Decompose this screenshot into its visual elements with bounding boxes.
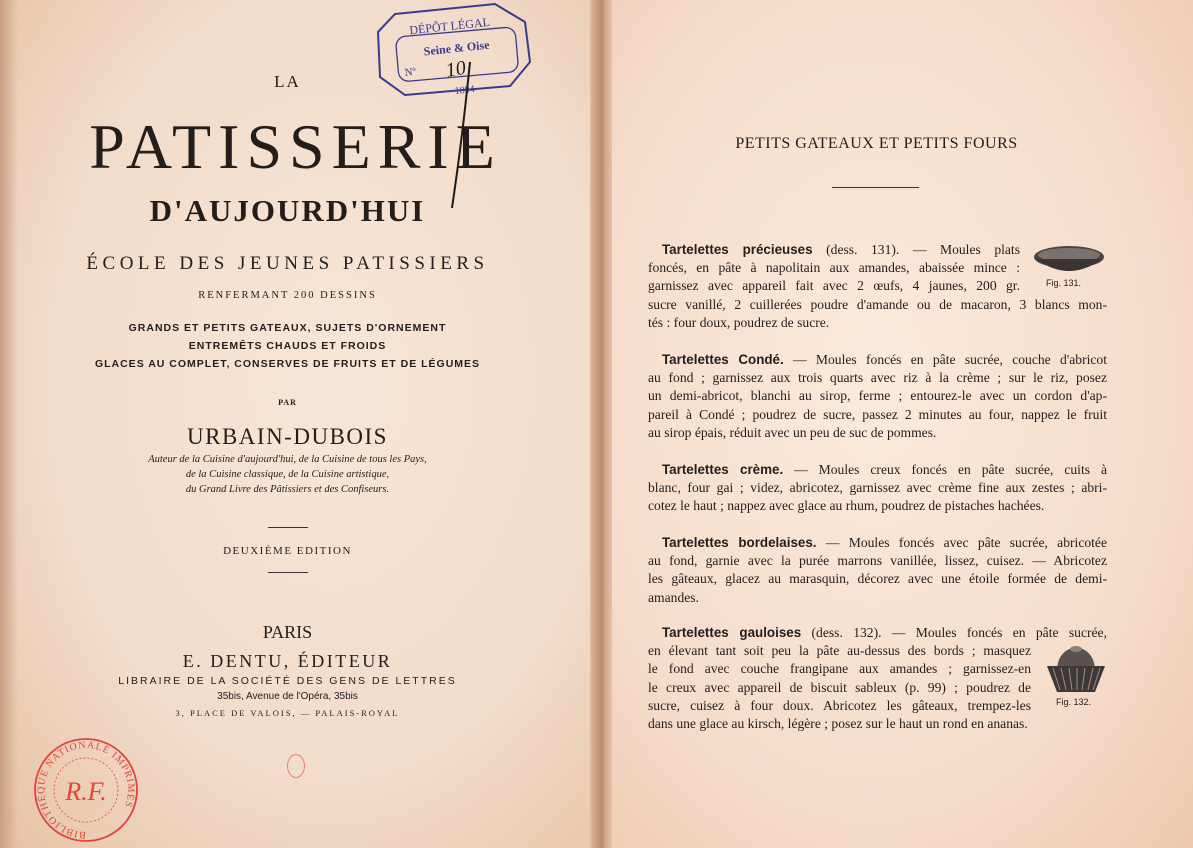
recipe-paragraph [648, 351, 1107, 442]
stamp-monogram: R.F. [65, 777, 107, 806]
recipe-paragraph [648, 534, 1107, 607]
library-stamp [30, 736, 142, 844]
recipe-text: pareil à Condé ; poudrez de sucre, passez 2 minutes au four, nappez le fruit [648, 406, 1107, 422]
figure-caption: Fig. 132. [1056, 697, 1092, 707]
recipe-text: (dess. 131). — Moules plats [826, 242, 1020, 257]
publisher-description: LIBRAIRE DE LA SOCIÉTÉ DES GENS DE LETTRES [118, 675, 457, 687]
recipe-text: au sirop épais, réduit avec un peu de suc de pommes. [648, 424, 937, 440]
recipe-text: (dess. 132). — Moules foncés en pâte sucrée, [811, 625, 1107, 640]
edition: DEUXIÈME EDITION [223, 545, 352, 557]
address-line: 3, PLACE DE VALOIS, — PALAIS-ROYAL [175, 708, 400, 718]
recipe-text: amandes. [648, 589, 699, 605]
divider [268, 527, 308, 528]
recipe-text: foncés, en pâte à napolitain aux amandes, abaissée mince : [648, 260, 1020, 276]
recipe-title: Tartelettes crème. [662, 462, 784, 477]
recipe-text: sucre, cuisez à four doux. Abricotez les gâteaux, trempez-les [648, 697, 1031, 713]
topic-line: GRANDS ET PETITS GATEAUX, SUJETS D'ORNEMENT [128, 322, 447, 334]
recipe-text: — Moules foncés en pâte sucrée, couche d'abricot [793, 352, 1107, 367]
recipe-text: au fond, garnie avec la purée marrons vanillée, lissez, cuisez. — Abricotez [648, 553, 1107, 569]
content-page [612, 0, 1193, 848]
stamp-text: 1894 [454, 83, 476, 97]
recipe-text: tés : four doux, poudrez de sucre. [648, 314, 830, 330]
recipe-text: en élevant tant soit peu la pâte au-dessus des bords ; masquez [648, 643, 1031, 659]
tart-mold-illustration [1032, 243, 1106, 277]
address-line: 35bis, Avenue de l'Opéra, 35bis [217, 691, 358, 702]
handwritten-stroke [448, 60, 478, 210]
recipe-text: garnissez avec appareil fait avec 2 œufs, 4 jaunes, 200 gr. [648, 278, 1020, 294]
recipe-text: le fond avec couche frangipane aux amandes ; garnissez-en [648, 661, 1031, 677]
recipe-title: Tartelettes Condé. [662, 352, 784, 367]
par-label: PAR [278, 398, 297, 407]
stamp-text: Seine & Oise [423, 37, 491, 59]
recipe-text: — Moules creux foncés en pâte sucrée, cuits à [794, 462, 1107, 477]
stamp-text: Nº [404, 65, 417, 79]
stamp-text: DÉPÔT LÉGAL [408, 14, 491, 38]
school-line: ÉCOLE DES JEUNES PATISSIERS [86, 253, 489, 274]
brioche-mold-illustration [1045, 644, 1107, 696]
recipe-text: cotez le haut ; nappez avec glace au rhum, poudrez de pistaches hachées. [648, 498, 1045, 514]
recipe-text: au fond ; garnissez aux trois quarts avec riz à la crème ; sur le riz, posez [648, 370, 1107, 386]
copyright-mark [287, 754, 305, 778]
recipe-text: sucre vanillé, 2 cuillerées poudre d'amande ou de macaron, 3 blancs mon- [648, 296, 1107, 312]
divider [268, 572, 308, 573]
recipe-text: blanc, four gai ; videz, abricotez, garnissez avec crème fine aux zestes ; abri- [648, 480, 1107, 496]
section-heading: PETITS GATEAUX ET PETITS FOURS [735, 135, 1018, 152]
recipe-paragraph [648, 461, 1107, 516]
stamp-text: BIBLIOTHÈQUE NATIONALE IMPRIMÉS [36, 739, 137, 841]
author-works: Auteur de la Cuisine d'aujourd'hui, de la Cuisine de tous les Pays, [148, 454, 427, 465]
topic-line: GLACES AU COMPLET, CONSERVES DE FRUITS ET DE LÉGUMES [94, 358, 481, 370]
recipe-title: Tartelettes précieuses [662, 242, 813, 257]
author-works: du Grand Livre des Pâtissiers et des Confiseurs. [185, 484, 390, 495]
recipe-text: — Moules foncés avec pâte sucrée, abricotée [825, 535, 1107, 550]
recipe-text: le creux avec appareil de biscuit sableux (p. 99) ; poudrez de [648, 679, 1031, 695]
title-la: LA [274, 72, 301, 91]
topic-line: ENTREMÊTS CHAUDS ET FROIDS [188, 340, 387, 352]
recipe-title: Tartelettes bordelaises. [662, 535, 817, 550]
publisher: E. DENTU, ÉDITEUR [182, 651, 393, 671]
drawings-line: RENFERMANT 200 DESSINS [198, 290, 377, 301]
recipe-text: dans une glace au kirsch, légère ; posez sur le haut un rond en ananas. [648, 715, 1028, 731]
figure-caption: Fig. 131. [1046, 278, 1082, 288]
recipe-text: les gâteaux, glacez au marasquin, décorez avec une étoile formée de demi- [648, 571, 1107, 587]
divider [832, 187, 919, 188]
recipe-title: Tartelettes gauloises [662, 625, 802, 640]
book-title: PATISSERIE [89, 111, 502, 182]
author-works: de la Cuisine classique, de la Cuisine artistique, [185, 469, 390, 480]
recipe-text: un demi-abricot, blanchi au sirop, ferme ; entourez-le avec un cordon d'ap- [648, 388, 1107, 404]
book-subtitle: D'AUJOURD'HUI [149, 193, 426, 228]
author-name: URBAIN-DUBOIS [187, 424, 388, 449]
recipe-paragraph [648, 624, 1107, 733]
city: PARIS [262, 622, 313, 642]
handwritten-number: 10 [444, 56, 468, 82]
